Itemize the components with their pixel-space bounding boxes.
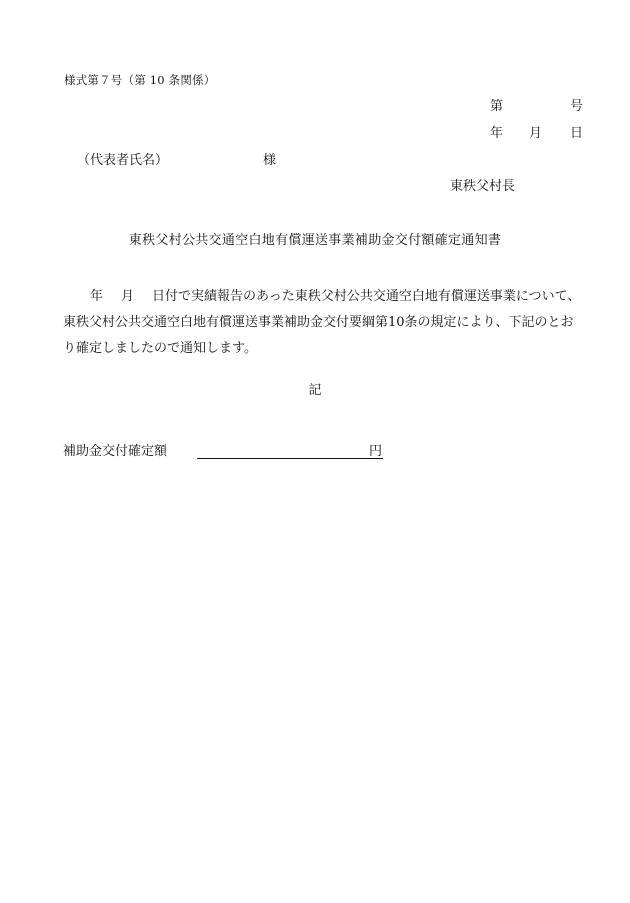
date-month: 月: [529, 126, 543, 141]
document-title: 東秩父村公共交通空白地有償運送事業補助金交付額確定通知書: [128, 233, 502, 248]
issuer-name: 東秩父村長: [450, 179, 516, 194]
body-month: 月: [121, 289, 135, 304]
date-day: 日: [570, 126, 584, 141]
date-year: 年: [490, 126, 504, 141]
body-line-3: り確定しましたので通知します。: [63, 341, 257, 356]
document-number-suffix: 号: [570, 99, 584, 114]
addressee-honorific: 様: [263, 153, 277, 168]
form-reference: 様式第７号（第 10 条関係）: [64, 73, 216, 87]
addressee-label: （代表者氏名）: [77, 153, 169, 168]
document-number-prefix: 第: [490, 99, 504, 114]
body-line-1-text: 日付で実績報告のあった東秩父村公共交通空白地有償運送事業について、: [152, 289, 581, 304]
body-year: 年: [90, 289, 104, 304]
amount-underline: [197, 458, 383, 459]
body-line-1: [90, 290, 620, 303]
body-line-2: 東秩父村公共交通空白地有償運送事業補助金交付要綱第10条の規定により、下記のとお: [63, 315, 574, 330]
amount-unit: 円: [369, 444, 383, 459]
amount-label: 補助金交付確定額: [63, 444, 168, 459]
record-heading: 記: [308, 383, 322, 398]
